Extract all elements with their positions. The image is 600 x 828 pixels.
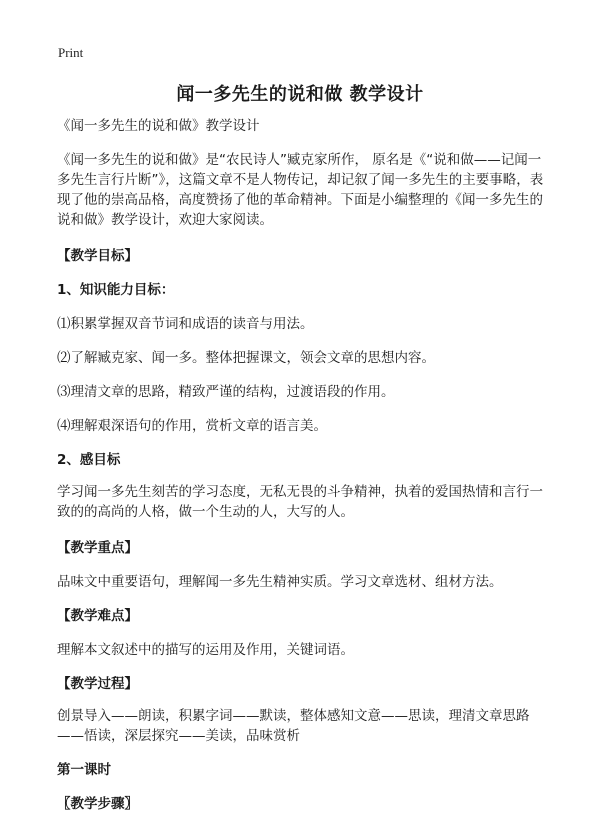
goal-item-2: ⑵了解臧克家、闻一多。整体把握课文，领会文章的思想内容。 — [57, 350, 435, 366]
goal-item-1: ⑴积累掌握双音节词和成语的读音与用法。 — [57, 316, 314, 332]
intro-paragraph: 《闻一多先生的说和做》是“农民诗人”臧克家所作， 原名是《“说和做——记闻一多先生言行片断”》，这篇文章不是人物传记，却记叙了闻一多先生的主要事略，表现了他的崇高品格，高度赞扬了他的革命精神。下面是小编整理的《闻一多先生的说和做》教学设计，欢迎大家阅读。 — [57, 152, 544, 228]
goal-item-4: ⑷理解艰深语句的作用，赏析文章的语言美。 — [57, 418, 327, 434]
page-title: 闻一多先生的说和做 教学设计 — [176, 84, 424, 105]
section-heading-key: 【教学重点】 — [57, 540, 138, 556]
section-heading-goals: 【教学目标】 — [57, 248, 138, 264]
section-heading-difficulty: 【教学难点】 — [57, 608, 138, 624]
section-heading-process: 【教学过程】 — [57, 676, 138, 692]
subtitle: 《闻一多先生的说和做》教学设计 — [57, 118, 260, 134]
document-body — [57, 116, 547, 814]
section-heading-knowledge: 1、知识能力目标： — [57, 282, 175, 298]
print-label: Print — [58, 45, 84, 60]
emotion-paragraph: 学习闻一多先生刻苦的学习态度，无私无畏的斗争精神，执着的爱国热情和言行一致的的高尚的人格，做一个生动的人，大写的人。 — [57, 484, 543, 520]
section-heading-emotion: 2、感目标 — [57, 452, 121, 468]
goal-item-3: ⑶理清文章的思路，精致严谨的结构，过渡语段的作用。 — [57, 384, 395, 400]
process-paragraph: 创景导入——朗读，积累字词——默读，整体感知文意——思读，理清文章思路——悟读，深层探究——美读，品味赏析 — [57, 708, 530, 744]
lesson-heading: 第一课时 — [57, 762, 111, 778]
difficulty-paragraph: 理解本文叙述中的描写的运用及作用，关键词语。 — [57, 642, 354, 658]
key-paragraph: 品味文中重要语句，理解闻一多先生精神实质。学习文章选材、组材方法。 — [57, 574, 503, 590]
steps-heading: 〖教学步骤〗 — [57, 796, 138, 812]
